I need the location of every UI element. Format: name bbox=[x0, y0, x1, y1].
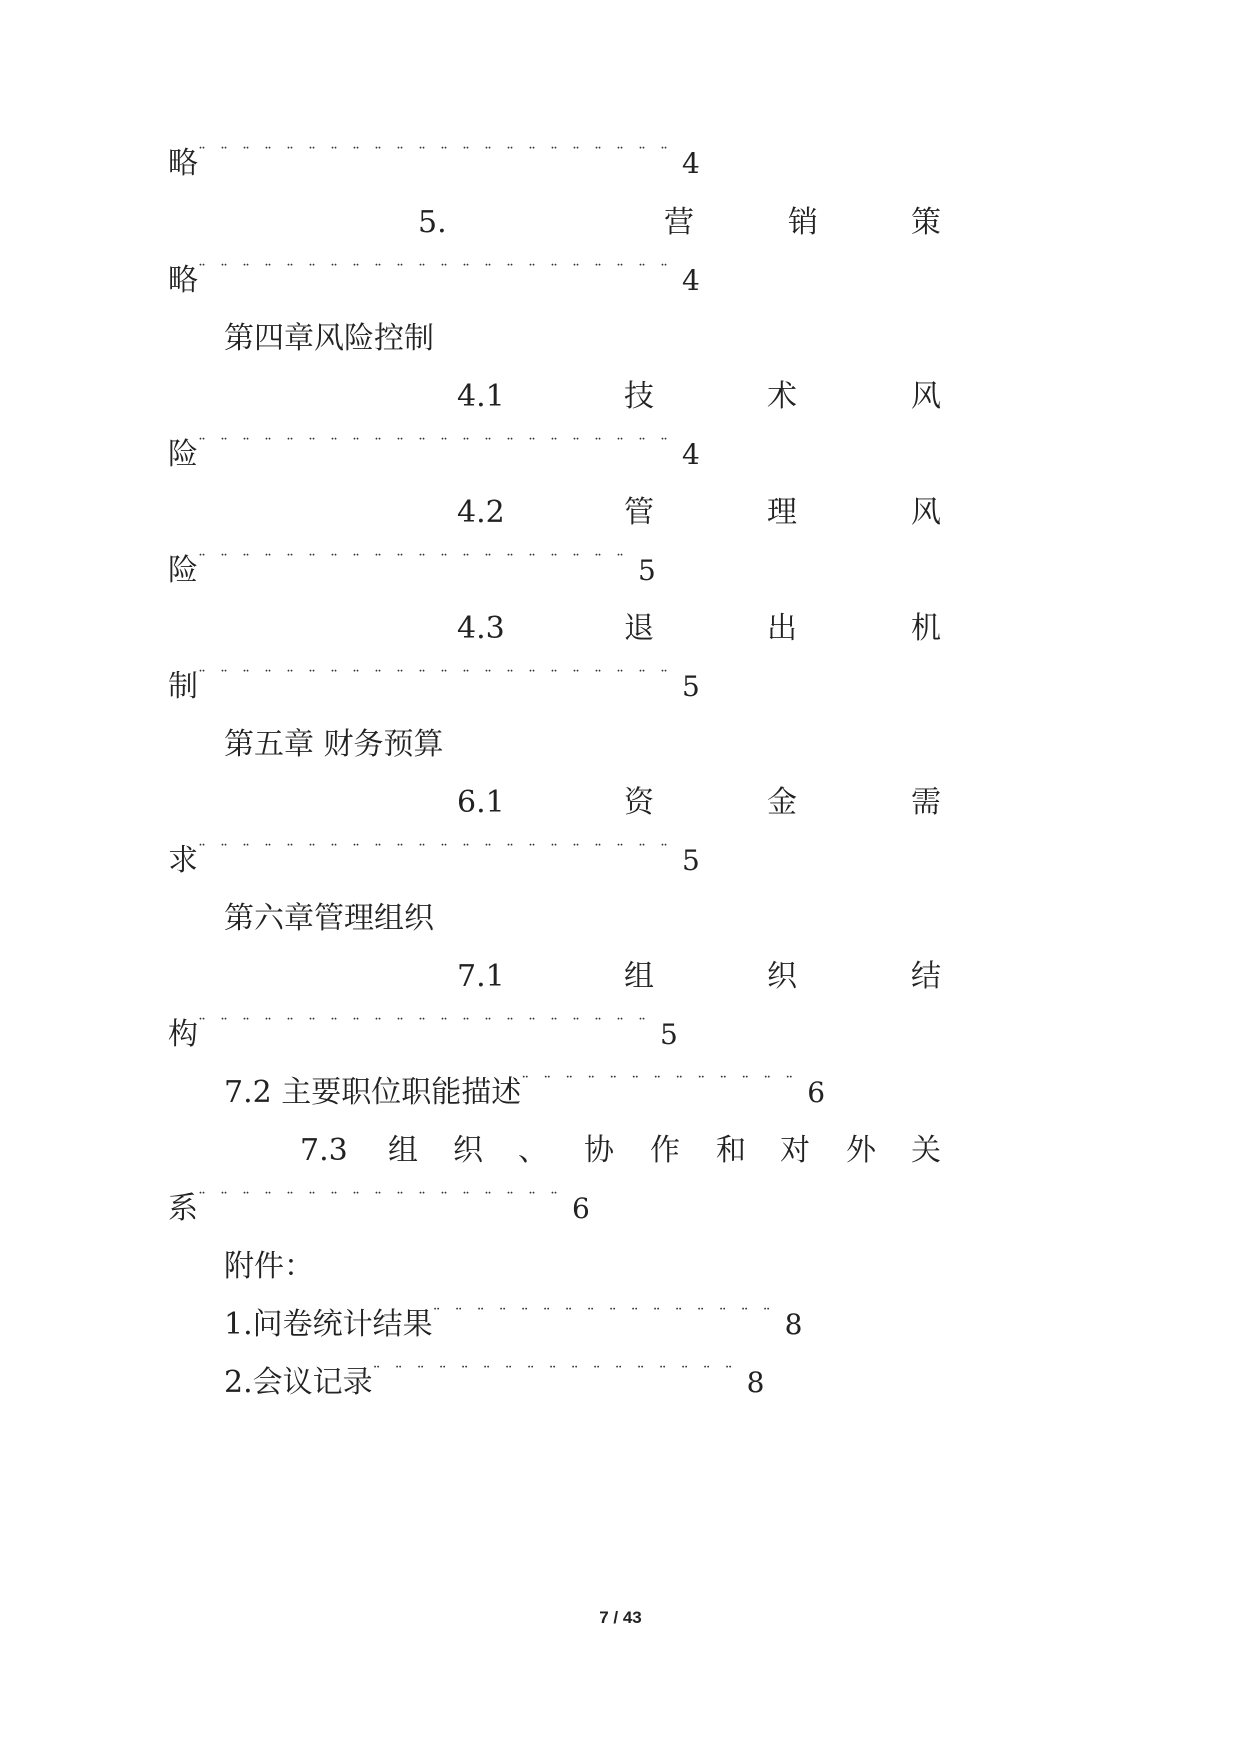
toc-entry-char: 和 bbox=[716, 1133, 746, 1168]
toc-entry-page: 5 bbox=[660, 1018, 678, 1051]
toc-entry-number: 6.1 bbox=[457, 785, 505, 820]
toc-entry-justified bbox=[0, 1131, 1241, 1171]
leader-dots bbox=[198, 1015, 660, 1034]
leader-dots bbox=[198, 144, 682, 163]
toc-entry bbox=[168, 261, 700, 305]
toc-entry-char: 织 bbox=[453, 1133, 483, 1168]
toc-entry-justified bbox=[0, 609, 1241, 649]
leader-dots bbox=[198, 841, 682, 860]
toc-entry-text: 系 bbox=[168, 1191, 198, 1226]
toc-entry-page: 4 bbox=[682, 264, 700, 297]
toc-entry-text: 略 bbox=[168, 263, 198, 298]
toc-entry-char: 退 bbox=[624, 611, 654, 646]
toc-entry-char: 出 bbox=[767, 611, 797, 646]
toc-entry-number: 7.3 bbox=[300, 1133, 348, 1168]
toc-entry-char: 协 bbox=[584, 1133, 614, 1168]
toc-entry-page: 8 bbox=[746, 1366, 765, 1399]
leader-dots bbox=[433, 1305, 785, 1324]
toc-entry-char: 作 bbox=[650, 1133, 680, 1168]
toc-entry-text: 险 bbox=[168, 553, 198, 588]
chapter-heading: 第六章管理组织 bbox=[224, 901, 434, 936]
toc-entry-number: 4.3 bbox=[457, 611, 505, 646]
leader-dots bbox=[198, 435, 682, 454]
toc-entry-char: 理 bbox=[767, 495, 797, 530]
toc-entry-text: 2.会议记录 bbox=[224, 1365, 373, 1400]
toc-entry bbox=[224, 1305, 802, 1349]
leader-dots bbox=[198, 667, 682, 686]
toc-entry-text: 求 bbox=[168, 843, 198, 878]
toc-entry-char: 组 bbox=[388, 1133, 418, 1168]
toc-entry-number: 7.1 bbox=[457, 959, 505, 994]
toc-entry-char: 对 bbox=[780, 1133, 810, 1168]
toc-entry-justified bbox=[0, 203, 1241, 243]
toc-entry-page: 4 bbox=[682, 438, 700, 471]
toc-entry-justified bbox=[0, 377, 1241, 417]
toc-entry-char: 资 bbox=[624, 785, 654, 820]
toc-entry-char: 金 bbox=[767, 785, 797, 820]
toc-entry-char: 风 bbox=[911, 379, 941, 414]
leader-dots bbox=[373, 1363, 747, 1382]
toc-entry-char: 关 bbox=[911, 1133, 941, 1168]
toc-entry-char: 风 bbox=[911, 495, 941, 530]
toc-entry bbox=[224, 1363, 764, 1407]
toc-entry bbox=[168, 667, 700, 711]
toc-entry-text: 制 bbox=[168, 669, 198, 704]
toc-entry-page: 6 bbox=[572, 1192, 590, 1225]
toc-entry-number: 4.2 bbox=[457, 495, 505, 530]
toc-entry-char: 营 bbox=[664, 205, 694, 240]
toc-entry-page: 5 bbox=[638, 554, 656, 587]
appendix-heading: 附件： bbox=[224, 1249, 314, 1284]
toc-entry-text: 构 bbox=[168, 1017, 198, 1052]
toc-entry bbox=[168, 551, 656, 595]
chapter-heading: 第五章 财务预算 bbox=[224, 727, 444, 762]
toc-entry bbox=[168, 435, 700, 479]
toc-entry-page: 5 bbox=[682, 844, 700, 877]
toc-entry-char: 织 bbox=[767, 959, 797, 994]
toc-entry-char: 技 bbox=[624, 379, 654, 414]
leader-dots bbox=[198, 551, 638, 570]
toc-entry-char: 术 bbox=[767, 379, 797, 414]
toc-entry-justified bbox=[0, 493, 1241, 533]
toc-entry-page: 4 bbox=[682, 147, 700, 180]
chapter-heading: 第四章风险控制 bbox=[224, 321, 434, 356]
leader-dots bbox=[521, 1073, 807, 1092]
toc-entry-page: 6 bbox=[807, 1076, 826, 1109]
toc-entry-page: 5 bbox=[682, 670, 700, 703]
toc-entry-number: 5. bbox=[418, 205, 447, 240]
toc-entry-char: 销 bbox=[788, 205, 818, 240]
toc-entry-char: 外 bbox=[846, 1133, 876, 1168]
toc-entry-char: 策 bbox=[911, 205, 941, 240]
toc-entry bbox=[168, 1015, 678, 1059]
leader-dots bbox=[198, 1189, 572, 1208]
toc-entry bbox=[168, 1189, 590, 1233]
toc-entry-justified bbox=[0, 957, 1241, 997]
toc-entry-justified bbox=[0, 783, 1241, 823]
toc-entry-number: 4.1 bbox=[457, 379, 505, 414]
toc-entry-char: 需 bbox=[911, 785, 941, 820]
toc-entry-text: 1.问卷统计结果 bbox=[224, 1307, 433, 1342]
toc-entry bbox=[224, 1073, 825, 1117]
toc-entry-char: 组 bbox=[624, 959, 654, 994]
toc-entry bbox=[168, 144, 700, 188]
toc-entry bbox=[168, 841, 700, 885]
page-indicator: 7 / 43 bbox=[599, 1608, 642, 1627]
toc-entry-char: 结 bbox=[911, 959, 941, 994]
leader-dots bbox=[198, 261, 682, 280]
toc-entry-char: 管 bbox=[624, 495, 654, 530]
toc-entry-text: 险 bbox=[168, 437, 198, 472]
toc-entry-char: 、 bbox=[518, 1133, 548, 1168]
toc-entry-text: 7.2 主要职位职能描述 bbox=[224, 1075, 522, 1110]
toc-entry-page: 8 bbox=[784, 1308, 803, 1341]
toc-entry-char: 机 bbox=[911, 611, 941, 646]
toc-entry-text: 略 bbox=[168, 146, 198, 181]
